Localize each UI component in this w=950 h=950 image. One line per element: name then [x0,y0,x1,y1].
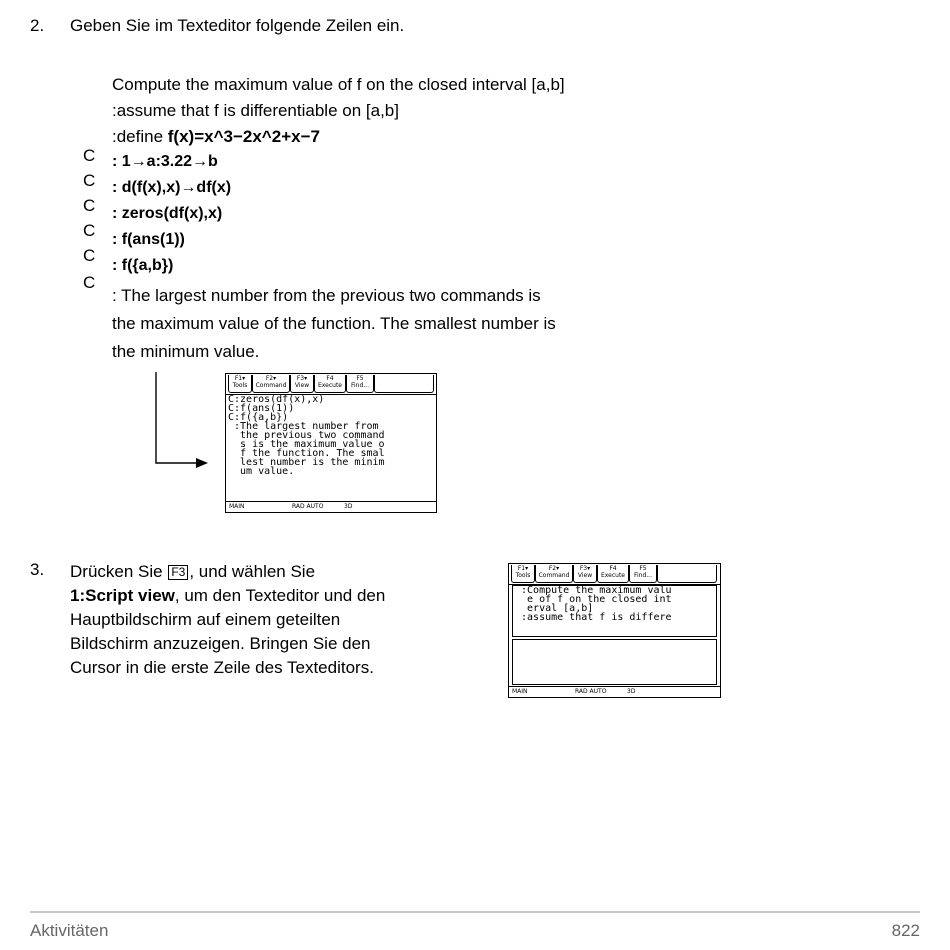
calculator-toolbar [509,564,720,585]
screen-line: the previous two command [228,430,385,441]
screen-line: s is the maximum value o [228,439,385,450]
calculator-status-bar: MAIN RAD AUTO 3D [509,686,720,697]
text-editor-pane[interactable] [512,585,717,637]
calculator-status-bar: MAIN RAD AUTO 3D [226,501,436,512]
script-line: :define f(x)=x^3−2x^2+x−7 [112,127,320,146]
toolbar-tab-find[interactable]: F5 Find... [629,565,657,583]
script-line: Compute the maximum value of f on the closed interval [a,b] [112,75,565,94]
toolbar-tab-tools[interactable]: F1▾ Tools [228,375,252,393]
script-line: :assume that f is differentiable on [a,b] [112,101,399,120]
step-number: 2. [30,16,45,35]
script-line: the minimum value. [112,342,260,361]
screen-line: C:f(ans(1)) [228,403,295,414]
command-marker: C [83,246,96,265]
script-line: : d(f(x),x)→df(x) [112,179,232,196]
calculator-toolbar [226,374,436,395]
screen-line: f the function. The smal [228,448,385,459]
screen-line: erval [a,b] [515,603,594,614]
script-line: : f(ans(1)) [112,231,185,248]
screen-line: um value. [228,466,295,477]
f3-key: F3 [168,565,188,580]
screen-line: C:zeros(df(x),x) [228,394,325,405]
command-marker: C [83,196,96,215]
script-line: : 1→a:3.22→b [112,153,218,170]
screen-line: :The largest number from [228,421,379,432]
step-number: 3. [30,560,45,579]
toolbar-tab-execute[interactable]: F4 Execute [597,565,629,583]
footer-section-title: Aktivitäten [30,921,109,940]
toolbar-tab-view[interactable]: F3▾ View [573,565,597,583]
toolbar-tab-view[interactable]: F3▾ View [290,375,314,393]
toolbar-tab-tools[interactable]: F1▾ Tools [511,565,535,583]
page-number: 822 [891,921,920,940]
toolbar-tab-command[interactable]: F2▾ Command [535,565,573,583]
command-marker: C [83,221,96,240]
toolbar-tab-command[interactable]: F2▾ Command [252,375,290,393]
home-screen-pane[interactable] [512,639,717,685]
command-marker: C [83,273,96,292]
toolbar-tab-find[interactable]: F5 Find... [346,375,374,393]
pointer-arrow-icon [150,368,214,468]
screen-line: C:f({a,b}) [228,412,289,423]
step-instruction: Drücken Sie F3 , und wählen Sie 1:Script view, um den Texteditor und den Hauptbildschirm auf einem geteilten Bildschirm anzuzeigen. Bringen Sie den Cursor in die erste Zeile des Texteditors. [70,562,386,677]
toolbar-tab-empty [374,375,434,393]
footer-divider [30,911,920,913]
toolbar-tab-execute[interactable]: F4 Execute [314,375,346,393]
script-line: : f({a,b}) [112,257,174,274]
screen-line: lest number is the minim [228,457,385,468]
script-line: : zeros(df(x),x) [112,205,223,222]
toolbar-tab-empty [657,565,717,583]
calculator-screen-script [225,373,437,513]
calculator-screen-split [508,563,721,698]
step-instruction: Geben Sie im Texteditor folgende Zeilen ein. [70,16,405,35]
screen-line: :Compute the maximum valu [515,585,672,596]
command-marker: C [83,146,96,165]
screen-line: :assume that f is differe [515,612,672,623]
script-line: : The largest number from the previous two commands is [112,286,541,305]
script-line: the maximum value of the function. The smallest number is [112,314,556,333]
command-marker: C [83,171,96,190]
screen-line: e of f on the closed int [515,594,672,605]
